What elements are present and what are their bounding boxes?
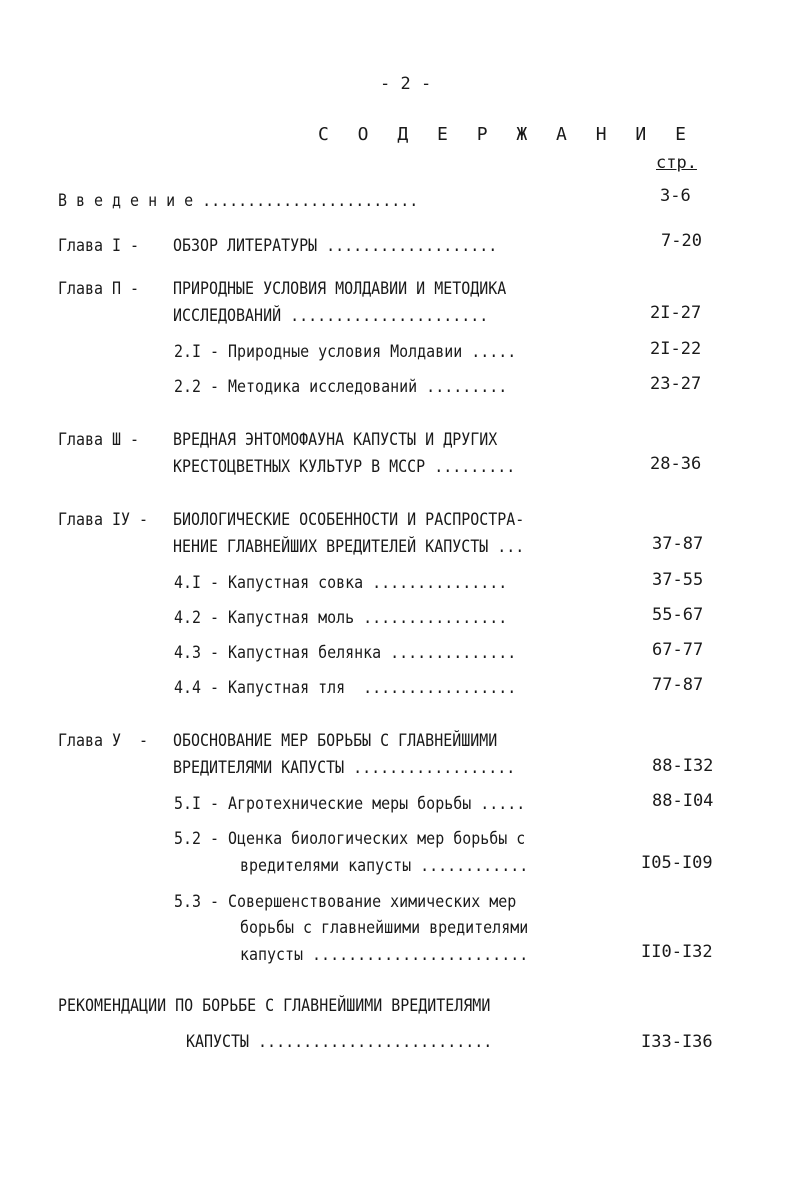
toc-ch4-label: Глава IУ -: [58, 510, 149, 530]
toc-s52-line2: вредителями капусты ............: [240, 856, 529, 876]
toc-ch3-label: Глава Ш -: [58, 430, 140, 450]
toc-s42-page: 55-67: [652, 605, 704, 625]
toc-rec-line2: КАПУСТЫ ..........................: [186, 1032, 493, 1052]
toc-ch5-line2: ВРЕДИТЕЛЯМИ КАПУСТЫ ..................: [173, 758, 516, 778]
toc-ch4-line1: БИОЛОГИЧЕСКИЕ ОСОБЕННОСТИ И РАСПРОСТРА-: [173, 510, 525, 530]
toc-ch2-line1: ПРИРОДНЫЕ УСЛОВИЯ МОЛДАВИИ И МЕТОДИКА: [173, 279, 507, 299]
toc-ch1-label: Глава I -: [58, 236, 140, 256]
toc-ch5-line1: ОБОСНОВАНИЕ МЕР БОРЬБЫ С ГЛАВНЕЙШИМИ: [173, 731, 498, 751]
toc-s21-text: 2.I - Природные условия Молдавии .....: [174, 342, 517, 362]
toc-s22-page: 23-27: [650, 374, 702, 394]
toc-s52-line1: 5.2 - Оценка биологических мер борьбы с: [174, 829, 526, 849]
toc-rec-line1: РЕКОМЕНДАЦИИ ПО БОРЬБЕ С ГЛАВНЕЙШИМИ ВРЕДИТЕЛЯМИ: [58, 996, 491, 1016]
toc-s53-line3: капусты ........................: [240, 945, 529, 965]
toc-ch1-page: 7-20: [661, 231, 702, 251]
page-title: С О Д Е Р Ж А Н И Е: [318, 124, 695, 145]
toc-ch4-page: 37-87: [652, 534, 704, 554]
toc-s44-text: 4.4 - Капустная тля .................: [174, 678, 517, 698]
toc-s42-text: 4.2 - Капустная моль ................: [174, 608, 508, 628]
toc-s43-text: 4.3 - Капустная белянка ..............: [174, 643, 517, 663]
toc-s53-line1: 5.3 - Совершенствование химических мер: [174, 892, 517, 912]
toc-ch3-line1: ВРЕДНАЯ ЭНТОМОФАУНА КАПУСТЫ И ДРУГИХ: [173, 430, 498, 450]
toc-s41-text: 4.I - Капустная совка ...............: [174, 573, 508, 593]
toc-ch3-line2: КРЕСТОЦВЕТНЫХ КУЛЬТУР В МССР .........: [173, 457, 516, 477]
toc-rec-page: I33-I36: [641, 1032, 713, 1052]
toc-s51-text: 5.I - Агротехнические меры борьбы .....: [174, 794, 526, 814]
toc-ch5-label: Глава У -: [58, 731, 149, 751]
page-column-label: стр.: [656, 153, 697, 173]
toc-s44-page: 77-87: [652, 675, 704, 695]
toc-s53-page: II0-I32: [641, 942, 713, 962]
toc-ch1-text: ОБЗОР ЛИТЕРАТУРЫ ...................: [173, 236, 498, 256]
toc-s52-page: I05-I09: [641, 853, 713, 873]
toc-ch2-line2: ИССЛЕДОВАНИЙ ......................: [173, 306, 489, 326]
toc-ch5-page: 88-I32: [652, 756, 714, 776]
toc-intro-page: 3-6: [660, 186, 691, 206]
toc-ch4-line2: НЕНИЕ ГЛАВНЕЙШИХ ВРЕДИТЕЛЕЙ КАПУСТЫ ...: [173, 537, 525, 557]
page-number: - 2 -: [380, 74, 432, 94]
toc-ch3-page: 28-36: [650, 454, 702, 474]
toc-s22-text: 2.2 - Методика исследований .........: [174, 377, 508, 397]
toc-s43-page: 67-77: [652, 640, 704, 660]
toc-s53-line2: борьбы с главнейшими вредителями: [240, 918, 529, 938]
toc-ch2-label: Глава П -: [58, 279, 140, 299]
toc-s41-page: 37-55: [652, 570, 704, 590]
toc-s21-page: 2I-22: [650, 339, 702, 359]
toc-intro-text: В в е д е н и е ........................: [58, 191, 419, 211]
toc-s51-page: 88-I04: [652, 791, 714, 811]
toc-ch2-page: 2I-27: [650, 303, 702, 323]
